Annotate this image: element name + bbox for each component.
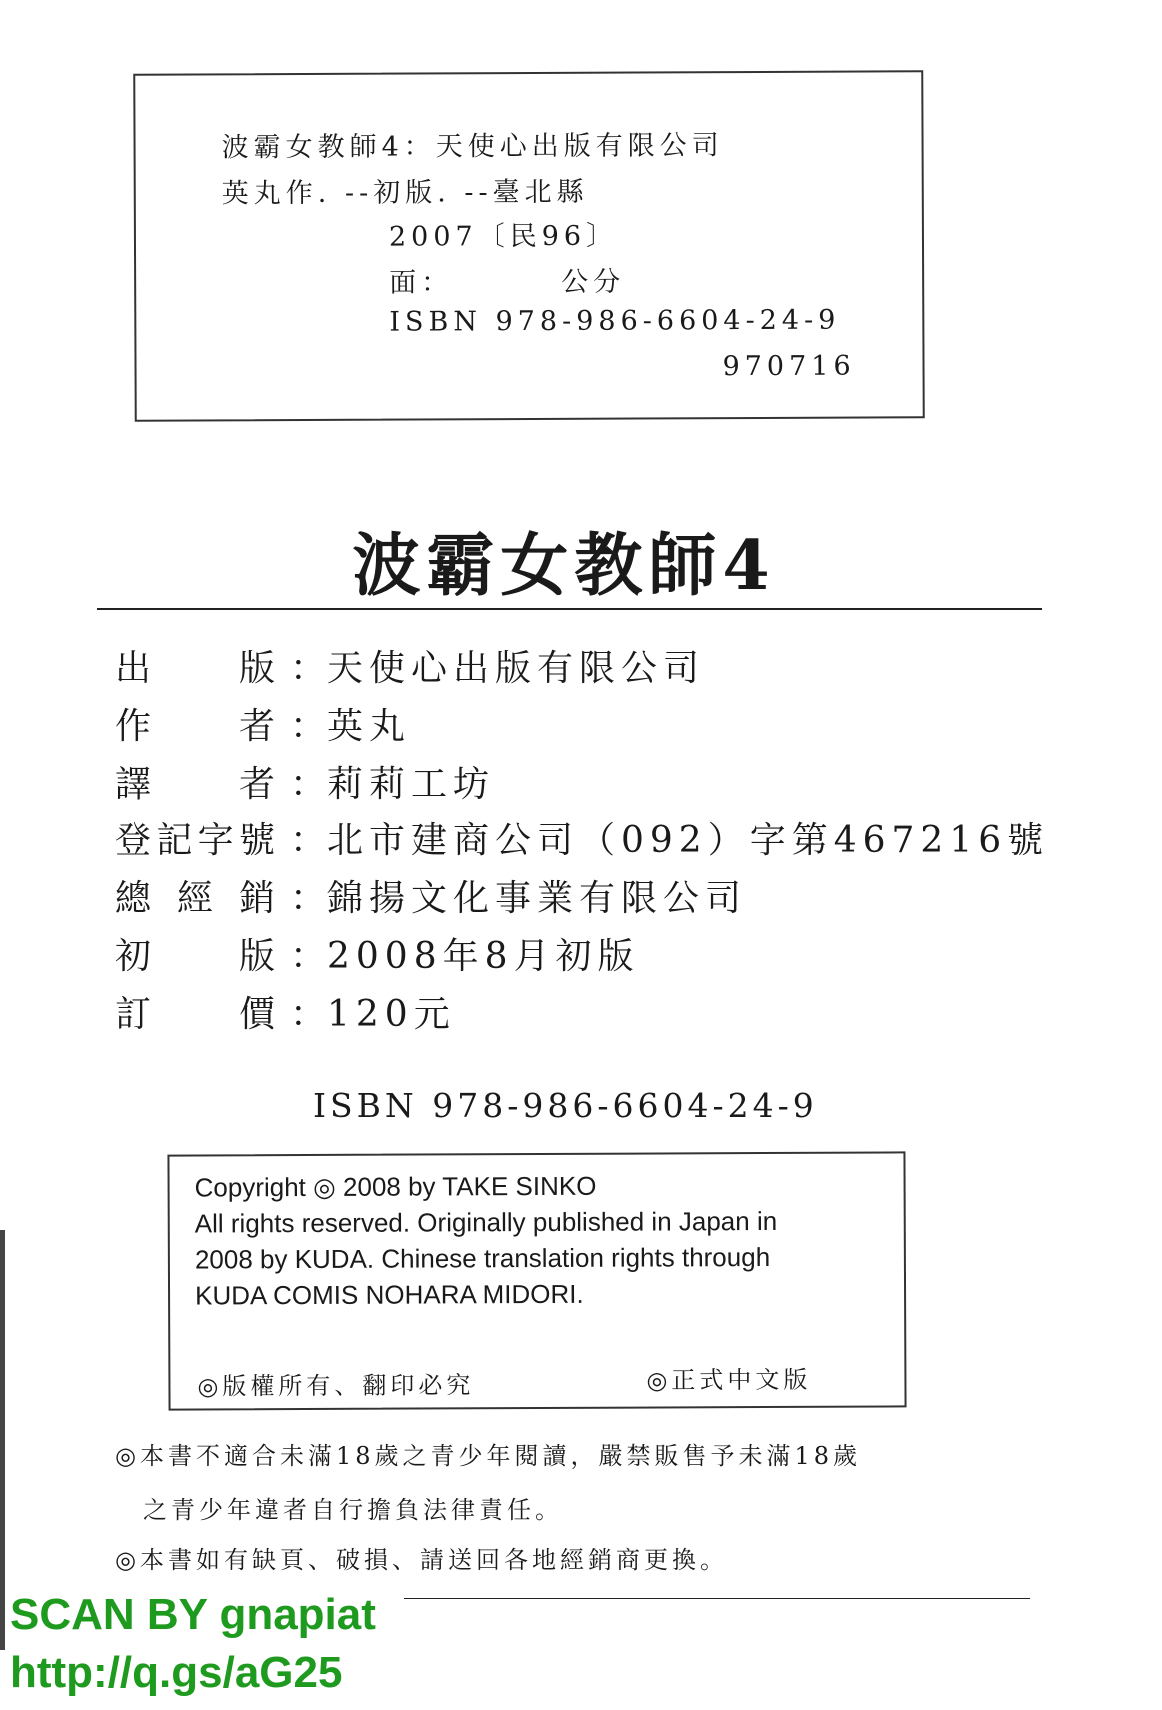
info-value-author: 英丸 <box>327 706 412 747</box>
cip-code: 970716 <box>722 350 856 383</box>
copyright-line-3: 2008 by KUDA. Chinese translation rights through <box>194 1241 771 1275</box>
info-label-char: 出 <box>115 648 152 689</box>
info-label-char: 訂 <box>115 994 152 1035</box>
info-value-publisher: 天使心出版有限公司 <box>327 648 706 689</box>
scan-url: http://q.gs/aG25 <box>10 1648 343 1697</box>
info-value-edition: 2008年8月初版 <box>327 936 640 977</box>
info-colon: ： <box>290 936 327 977</box>
official-edition-notice: ◎正式中文版 <box>646 1365 812 1395</box>
info-colon: ： <box>290 764 327 805</box>
title-divider <box>97 608 1042 610</box>
info-label-translator <box>115 756 275 807</box>
info-label-char: 價 <box>238 994 275 1035</box>
info-label-char: 登 <box>115 820 152 861</box>
info-label-publisher <box>115 640 275 691</box>
cip-record-box <box>133 70 925 421</box>
info-label-char: 版 <box>238 648 275 689</box>
info-value-price: 120元 <box>327 994 456 1035</box>
scan-edge-shadow <box>0 1230 5 1650</box>
info-label-char: 經 <box>176 878 213 919</box>
info-label-char: 銷 <box>238 878 275 919</box>
copyright-line-2: All rights reserved. Originally published in Japan in <box>194 1205 778 1239</box>
info-colon: ： <box>290 878 327 919</box>
cip-year-line: 2007〔民96〕 <box>388 220 619 253</box>
book-title: 波霸女教師4 <box>352 526 776 606</box>
info-label-char: 號 <box>238 820 275 861</box>
info-label-registration <box>115 812 275 863</box>
info-label-char: 者 <box>238 706 275 747</box>
info-colon: ： <box>290 706 327 747</box>
info-label-edition <box>115 928 275 979</box>
legal-responsibility-notice: 之青少年違者自行擔負法律責任。 <box>143 1496 563 1524</box>
copyright-line-4: KUDA COMIS NOHARA MIDORI. <box>194 1278 584 1311</box>
info-value-registration: 北市建商公司（092）字第467216號 <box>327 820 1050 861</box>
info-label-distributor <box>115 870 275 921</box>
cip-author-line: 英丸作. --初版. --臺北縣 <box>221 176 589 210</box>
info-label-char: 初 <box>115 936 152 977</box>
info-label-price <box>115 986 275 1037</box>
scan-credit: SCAN BY gnapiat <box>10 1590 376 1639</box>
info-label-author <box>115 698 275 749</box>
info-colon: ： <box>290 994 327 1035</box>
cip-pages-label: 面： <box>389 267 454 299</box>
rights-reserved-notice: ◎版權所有、翻印必究 <box>197 1371 475 1401</box>
info-label-char: 譯 <box>115 764 152 805</box>
info-colon: ： <box>290 648 327 689</box>
bottom-divider <box>404 1598 1030 1599</box>
info-value-distributor: 錦揚文化事業有限公司 <box>327 878 748 919</box>
info-label-char: 作 <box>115 706 152 747</box>
isbn-number: ISBN 978-986-6604-24-9 <box>313 1086 818 1125</box>
age-restriction-notice: ◎本書不適合未滿18歲之青少年閱讀，嚴禁販售予未滿18歲 <box>115 1442 862 1470</box>
copyright-line-1: Copyright ◎ 2008 by TAKE SINKO <box>194 1170 597 1203</box>
info-colon: ： <box>290 820 327 861</box>
copyright-box <box>167 1151 906 1410</box>
info-value-translator: 莉莉工坊 <box>327 764 496 805</box>
info-label-char: 總 <box>115 878 152 919</box>
info-label-char: 版 <box>238 936 275 977</box>
cip-title-line: 波霸女教師4：天使心出版有限公司 <box>221 130 724 164</box>
cip-size-unit: 公分 <box>561 266 626 298</box>
cip-isbn: ISBN 978-986-6604-24-9 <box>389 304 841 338</box>
defect-exchange-notice: ◎本書如有缺頁、破損、請送回各地經銷商更換。 <box>115 1546 728 1574</box>
info-label-char: 者 <box>238 764 275 805</box>
info-label-char: 字 <box>197 820 234 861</box>
info-label-char: 記 <box>156 820 193 861</box>
